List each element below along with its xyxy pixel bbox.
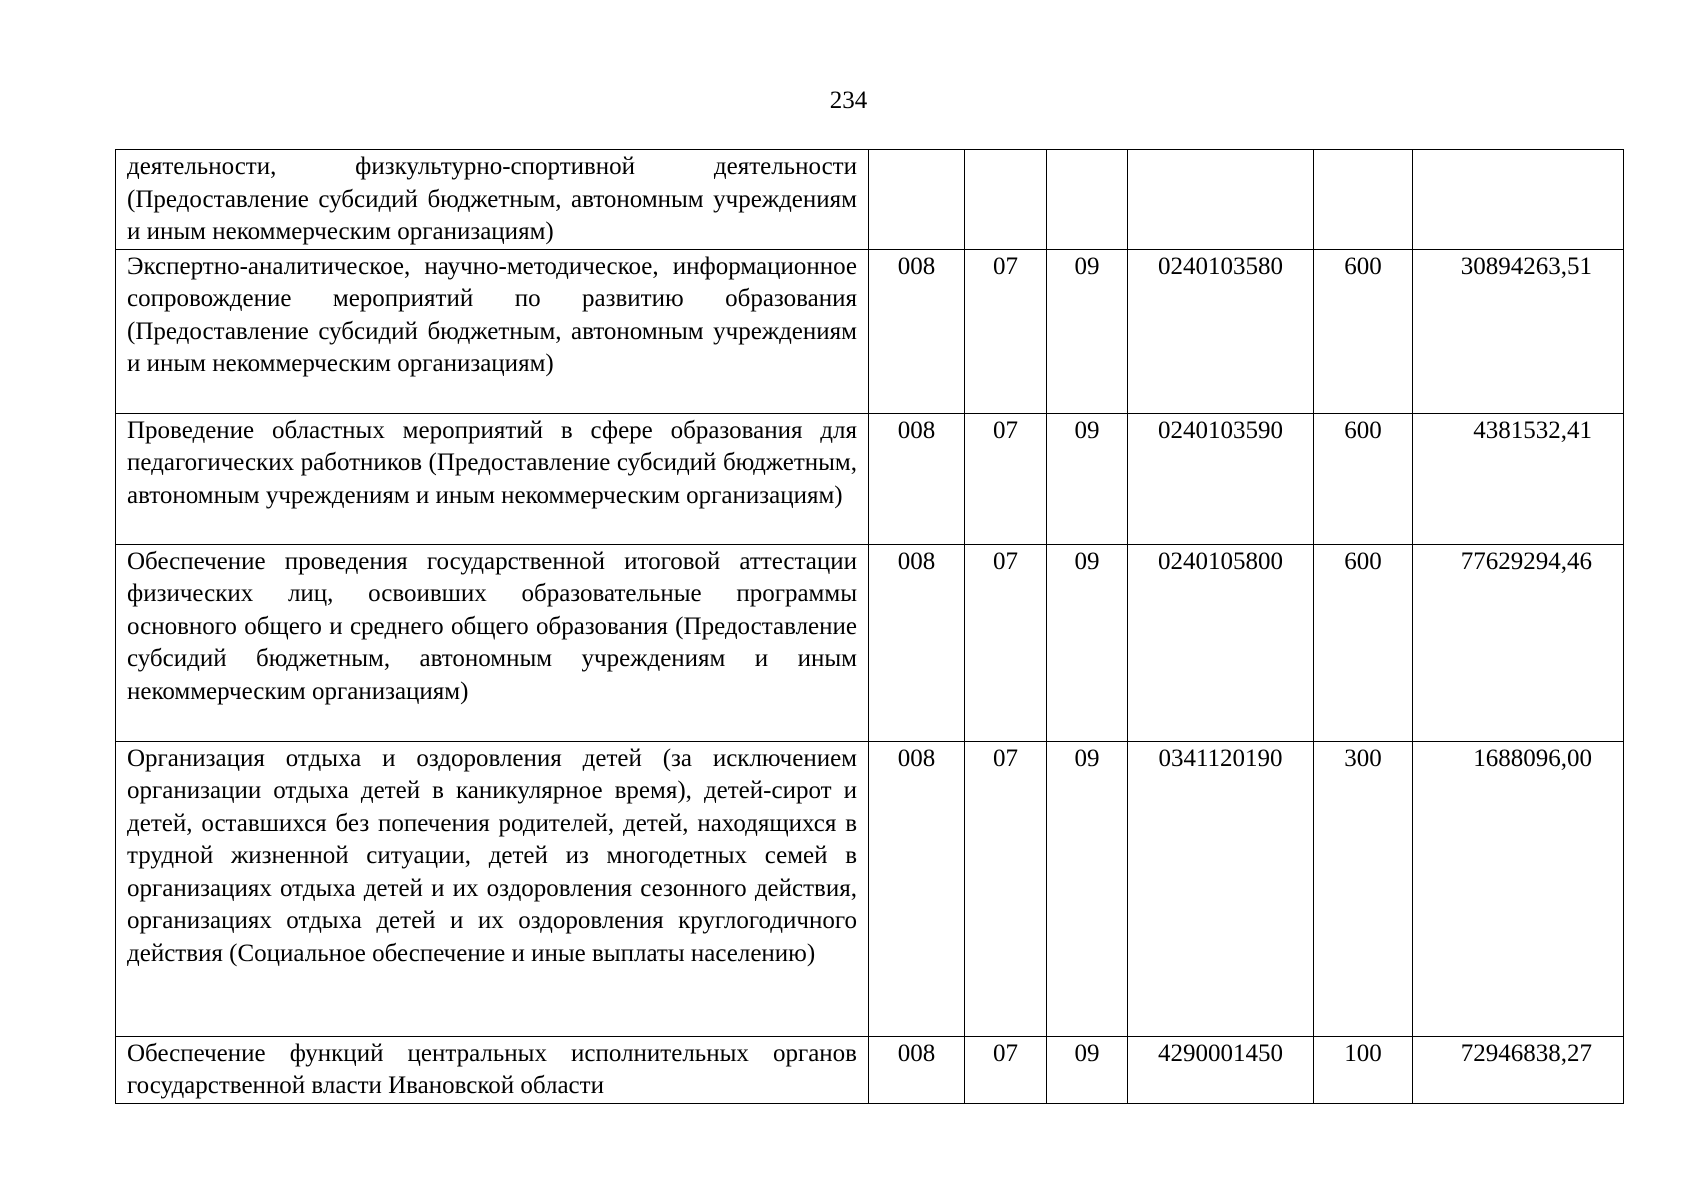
row-name: Организация отдыха и оздоровления детей (за исключением организации отдыха детей в каникулярное время), детей-сирот и детей, оставшихся без попечения родителей, детей, находящихся в трудной жизненной ситуации, детей из многодетных семей в организациях отдыха детей и их оздоровления сезонного действия, организациях отдыха детей и их оздоровления круглогодичного действия (Социальное обеспечение и иные выплаты населению)	[116, 741, 869, 1036]
row-expense-type: 600	[1314, 544, 1413, 741]
page-number: 234	[829, 87, 868, 114]
row-amount: 4381532,41	[1413, 413, 1624, 544]
row-target-article	[1128, 150, 1314, 250]
row-subsection-code: 09	[1047, 413, 1128, 544]
row-target-article: 0341120190	[1128, 741, 1314, 1036]
table-row	[116, 150, 1624, 250]
row-ministry-code: 008	[869, 741, 965, 1036]
table-row	[116, 544, 1624, 741]
row-amount: 72946838,27	[1413, 1036, 1624, 1103]
table-row	[116, 1036, 1624, 1103]
row-subsection-code	[1047, 150, 1128, 250]
row-section-code: 07	[965, 413, 1047, 544]
row-subsection-code: 09	[1047, 544, 1128, 741]
row-section-code: 07	[965, 544, 1047, 741]
row-amount: 1688096,00	[1413, 741, 1624, 1036]
row-expense-type: 600	[1314, 249, 1413, 413]
row-section-code: 07	[965, 1036, 1047, 1103]
row-ministry-code: 008	[869, 413, 965, 544]
row-ministry-code: 008	[869, 249, 965, 413]
row-target-article: 4290001450	[1128, 1036, 1314, 1103]
row-target-article: 0240105800	[1128, 544, 1314, 741]
row-expense-type: 600	[1314, 413, 1413, 544]
row-name: деятельности, физкультурно-спортивной деятельности (Предоставление субсидий бюджетным, автономным учреждениям и иным некоммерческим организациям)	[116, 150, 869, 250]
row-ministry-code	[869, 150, 965, 250]
row-expense-type: 100	[1314, 1036, 1413, 1103]
row-name: Обеспечение функций центральных исполнительных органов государственной власти Ивановской области	[116, 1036, 869, 1103]
table-row	[116, 413, 1624, 544]
row-section-code: 07	[965, 741, 1047, 1036]
row-ministry-code: 008	[869, 1036, 965, 1103]
row-amount: 30894263,51	[1413, 249, 1624, 413]
row-name: Обеспечение проведения государственной итоговой аттестации физических лиц, освоивших образовательные программы основного общего и среднего общего образования (Предоставление субсидий бюджетным, автономным учреждениям и иным некоммерческим организациям)	[116, 544, 869, 741]
row-section-code	[965, 150, 1047, 250]
row-subsection-code: 09	[1047, 249, 1128, 413]
row-name: Экспертно-аналитическое, научно-методическое, информационное сопровождение мероприятий по развитию образования (Предоставление субсидий бюджетным, автономным учреждениям и иным некоммерческим организациям)	[116, 249, 869, 413]
row-target-article: 0240103580	[1128, 249, 1314, 413]
row-ministry-code: 008	[869, 544, 965, 741]
row-subsection-code: 09	[1047, 1036, 1128, 1103]
row-target-article: 0240103590	[1128, 413, 1314, 544]
row-expense-type: 300	[1314, 741, 1413, 1036]
row-name: Проведение областных мероприятий в сфере образования для педагогических работников (Предоставление субсидий бюджетным, автономным учреждениям и иным некоммерческим организациям)	[116, 413, 869, 544]
row-subsection-code: 09	[1047, 741, 1128, 1036]
table-row	[116, 249, 1624, 413]
table-row	[116, 741, 1624, 1036]
row-section-code: 07	[965, 249, 1047, 413]
budget-table	[115, 149, 1624, 1104]
row-expense-type	[1314, 150, 1413, 250]
row-amount	[1413, 150, 1624, 250]
row-amount: 77629294,46	[1413, 544, 1624, 741]
